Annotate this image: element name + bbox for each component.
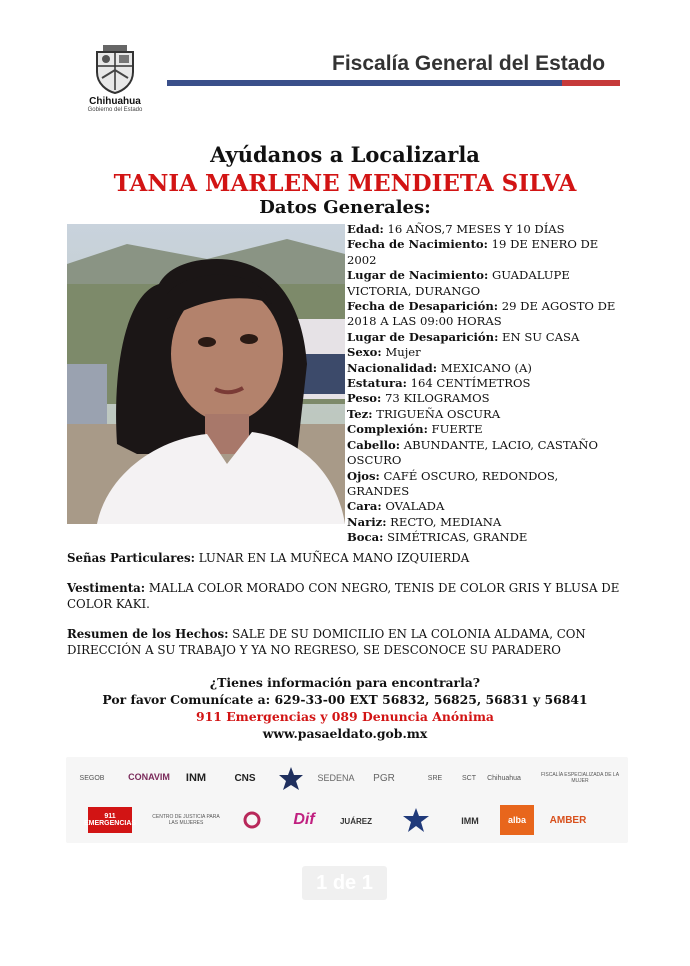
distinguishing-marks: Señas Particulares: LUNAR EN LA MUÑECA MANO IZQUIERDA (67, 551, 470, 565)
sre-logo: SRE (427, 774, 443, 782)
pgr-logo: PGR (373, 772, 395, 784)
detail-hair: Cabello: ABUNDANTE, LACIO, CASTAÑO OSCURO (347, 437, 598, 468)
detail-sex: Sexo: Mujer (347, 345, 421, 360)
cns-logo: CNS (234, 772, 256, 784)
help-heading: Ayúdanos a Localizarla (210, 142, 480, 167)
contact-phone-line: Por favor Comunícate a: 629-33-00 EXT 56832, 56825, 56831 y 56841 (102, 692, 588, 707)
police-star-icon (394, 805, 438, 835)
detail-eyes: Ojos: CAFÉ OSCURO, REDONDOS, GRANDES (347, 468, 559, 498)
general-data-list (347, 222, 617, 546)
amber-logo: AMBER (549, 814, 587, 826)
conavim-logo: CONAVIM (128, 772, 170, 782)
emergency-numbers: 911 Emergencias y 089 Denuncia Anónima (196, 709, 494, 724)
org-title: Fiscalía General del Estado (332, 52, 606, 75)
detail-nose: Nariz: RECTO, MEDIANA (347, 514, 502, 529)
general-data-heading: Datos Generales: (259, 197, 431, 218)
segob-logo: SEGOB (79, 774, 105, 782)
detail-complexion-tone: Tez: TRIGUEÑA OSCURA (347, 406, 501, 421)
incident-summary: Resumen de los Hechos: SALE DE SU DOMICILIO EN LA COLONIA ALDAMA, CON DIRECCIÓN A SU TRABAJO Y YA NO REGRESO, SE DESCONOCE SU PARADERO (67, 627, 586, 657)
detail-disappearance-date: Fecha de Desaparición: 29 DE AGOSTO DE 2018 A LAS 09:00 HORAS (347, 299, 616, 329)
dif-logo: Dif (293, 811, 315, 828)
sedena-logo: SEDENA (317, 773, 355, 783)
clothing-description: Vestimenta: MALLA COLOR MORADO CON NEGRO, TENIS DE COLOR GRIS Y BLUSA DE COLOR KAKI. (67, 581, 620, 611)
detail-birth-date: Fecha de Nacimiento: 19 DE ENERO DE 2002 (347, 237, 599, 267)
centro-justicia-logo: CENTRO DE JUSTICIA PARA LAS MUJERES (152, 814, 220, 826)
ribbon-icon (226, 809, 278, 831)
detail-disappearance-place: Lugar de Desaparición: EN SU CASA (347, 329, 580, 344)
detail-mouth: Boca: SIMÉTRICAS, GRANDE (347, 530, 528, 545)
detail-build: Complexión: FUERTE (347, 422, 483, 437)
partner-logos-strip (66, 757, 628, 843)
missing-person-name: TANIA MARLENE MENDIETA SILVA (113, 170, 577, 197)
inm-logo: INM (185, 772, 207, 784)
state-logo (80, 44, 150, 113)
logo-state-name: Chihuahua (89, 96, 141, 107)
logo-subtitle: Gobierno del Estado (87, 107, 143, 113)
police-badge-icon (272, 763, 310, 795)
chihuahua-logo: Chihuahua (487, 774, 521, 782)
detail-face: Cara: OVALADA (347, 499, 445, 514)
sct-logo: SCT (462, 774, 476, 782)
coat-of-arms-icon (93, 44, 137, 94)
detail-weight: Peso: 73 KILOGRAMOS (347, 391, 490, 406)
juarez-logo: JUÁREZ (339, 816, 372, 826)
imm-logo: IMM (461, 816, 479, 826)
info-question: ¿Tienes información para encontrarla? (209, 675, 481, 690)
alba-logo: alba (500, 805, 534, 835)
header-rule-blue (167, 80, 562, 86)
website-link[interactable]: www.pasaeldato.gob.mx (262, 726, 428, 741)
fiscalia-mujer-logo: FISCALÍA ESPECIALIZADA DE LA MUJER (540, 772, 620, 784)
detail-nationality: Nacionalidad: MEXICANO (A) (347, 360, 532, 375)
person-photo (67, 224, 345, 524)
header-rule-red (562, 80, 620, 86)
911-logo: 911 EMERGENCIAS (88, 807, 132, 833)
detail-birth-place: Lugar de Nacimiento: GUADALUPE VICTORIA, DURANGO (347, 268, 570, 298)
detail-height: Estatura: 164 CENTÍMETROS (347, 376, 531, 391)
page-indicator: 1 de 1 (302, 866, 387, 900)
detail-age: Edad: 16 AÑOS,7 MESES Y 10 DÍAS (347, 222, 565, 236)
